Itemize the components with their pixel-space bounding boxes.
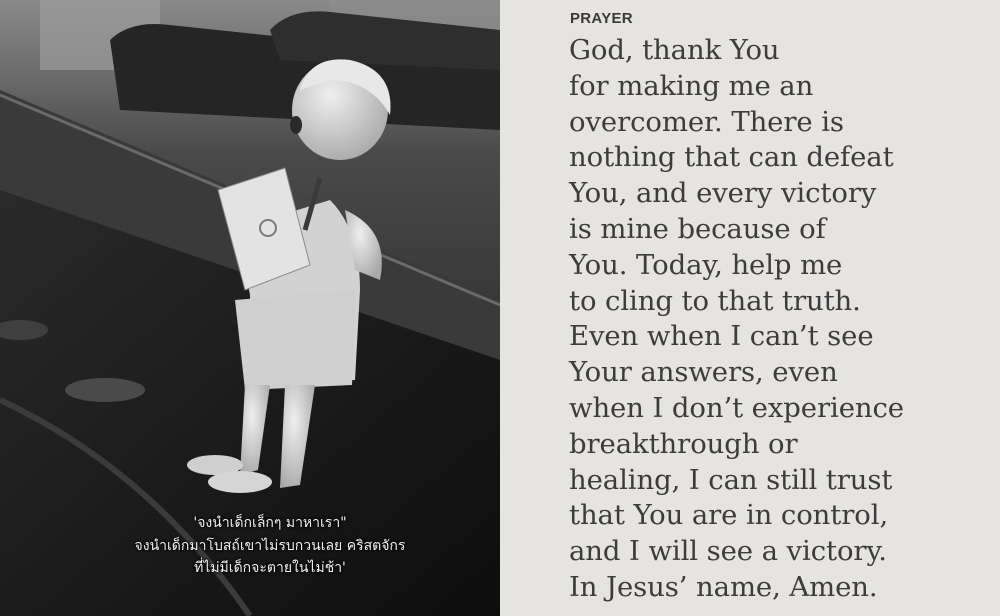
prayer-text (569, 33, 904, 606)
prayer-heading: PRAYER (570, 10, 633, 27)
prayer-line: and I will see a victory. (569, 535, 887, 568)
prayer-line: breakthrough or (569, 427, 798, 460)
photo-caption-line-3: ที่ไม่มีเด็กจะตายในไม่ช้า' (194, 560, 346, 576)
prayer-line: overcomer. There is (569, 105, 844, 138)
prayer-line: to cling to that truth. (569, 284, 861, 317)
photo-caption-line-1: 'จงนำเด็กเล็กๆ มาหาเรา" (193, 515, 347, 531)
prayer-line: In Jesus’ name, Amen. (569, 570, 878, 603)
prayer-panel (500, 0, 1000, 616)
prayer-line: for making me an (569, 69, 814, 102)
prayer-line: God, thank You (569, 34, 780, 66)
prayer-line: nothing that can defeat (569, 141, 894, 174)
photo-caption-line-2: จงนำเด็กมาโบสถ์เขาไม่รบกวนเลย คริสตจักร (134, 538, 406, 554)
prayer-line: when I don’t experience (569, 391, 904, 424)
prayer-line: Your answers, even (569, 356, 838, 389)
prayer-line: healing, I can still trust (569, 463, 893, 496)
prayer-line: You, and every victory (569, 177, 877, 210)
prayer-line: is mine because of (569, 212, 826, 245)
prayer-line: Even when I can’t see (569, 320, 874, 353)
prayer-line: You. Today, help me (569, 248, 843, 281)
prayer-line: that You are in control, (569, 499, 889, 532)
